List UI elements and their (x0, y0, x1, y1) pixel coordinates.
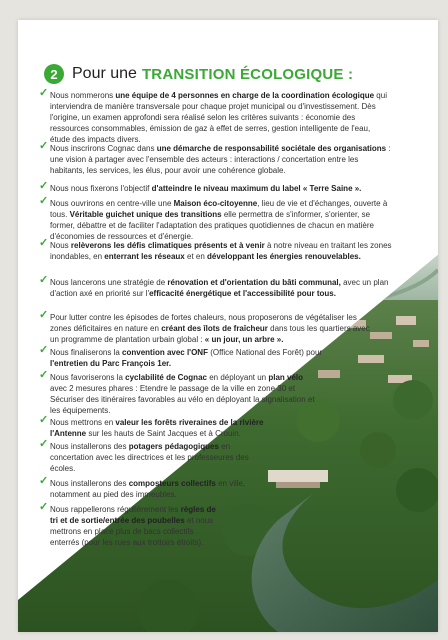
checkmark-icon: ✓ (39, 369, 49, 381)
item-text: Nous installerons des potagers pédagogiques en concertation avec les directrices et les professeures des écoles. (50, 442, 249, 473)
list-item (39, 274, 390, 299)
list-item (39, 237, 392, 262)
checkmark-icon: ✓ (39, 438, 49, 450)
section-number-badge: 2 (44, 64, 64, 84)
section-title-highlight: TRANSITION ÉCOLOGIQUE : (141, 65, 354, 83)
item-text: Nous nous fixerons l'objectif d'atteindre le niveau maximum du label « Terre Saine ». (50, 184, 362, 193)
checkmark-icon: ✓ (39, 501, 49, 513)
checkmark-icon: ✓ (39, 87, 49, 99)
item-text: Nous mettrons en valeur les forêts riveraines de la rivière l'Antenne sur les hauts de Saint Jacques et à Crouin. (50, 418, 264, 438)
list-item (39, 438, 265, 474)
item-text: Nous lancerons une stratégie de rénovation et d'orientation du bâti communal, avec un plan d'action axé en priorité sur l'efficacité énergétique et l'accessibilité pour tous. (50, 278, 389, 298)
list-item (39, 309, 370, 345)
list-item (39, 501, 225, 548)
item-text: Nous inscrirons Cognac dans une démarche de responsabilité sociétale des organisations : une vision à partager avec l'ensemble des acteurs : interactions / concertation entre les habitants, les services, les élus, pour avoir une cohérence globale. (50, 144, 391, 175)
item-text: Nous favoriserons la cyclabilité de Cognac en déployant un plan vélo avec 2 mesures phares : Etendre le passage de la ville en zone 30 et Sécuriser des itinéraires favorables au vélo en déployant la signalisation et les équipements. (50, 373, 315, 415)
document-page (18, 20, 438, 632)
checkmark-icon: ✓ (39, 475, 49, 487)
item-text: Nous nommerons une équipe de 4 personnes en charge de la coordination écologique qui interviendra de manière transversale pour chaque projet municipal ou d'investissement. Dès l'origine, un examen approfondi sera réalisé selon les critères suivants : économie des ressources consommables, émission de gaz à effet de serres, gestion intelligente de l'eau, étude des impacts divers. (50, 91, 387, 144)
checkmark-icon: ✓ (39, 274, 49, 286)
item-text: Nous ouvrirons en centre-ville une Maison éco-citoyenne, lieu de vie et d'échanges, ouverte à tous. Véritable guichet unique des transitions elle permettra de s'informer, s'orienter, se former, débattre et de faciliter l'adaptation des pratiques quotidiennes de chacun en matière d'économies de ressources et d'énergie. (50, 199, 388, 241)
checkmark-icon: ✓ (39, 195, 49, 207)
list-item (39, 140, 392, 176)
list-item (39, 195, 392, 242)
item-text: Nous relèverons les défis climatiques présents et à venir à notre niveau en traitant les zones inondables, en enterrant les réseaux et en développant les énergies renouvelables. (50, 241, 392, 261)
checkmark-icon: ✓ (39, 140, 49, 152)
item-text: Nous finaliserons la convention avec l'ONF (Office National des Forêt) pour l'entretien du Parc François 1er. (50, 348, 323, 368)
list-item (39, 87, 392, 145)
commitment-list (18, 20, 438, 632)
item-text: Nous rappellerons régulièrement les règles de tri et de sortie/entrée des poubelles et nous mettrons en place plus de bacs collectifs enterrés (pour les rues aux trottoirs étroits). (50, 505, 216, 547)
list-item (39, 475, 250, 500)
list-item (39, 369, 318, 416)
list-item (39, 414, 300, 439)
checkmark-icon: ✓ (39, 180, 49, 192)
item-text: Nous installerons des composteurs collectifs en ville, notamment au pied des immeubles. (50, 479, 246, 499)
checkmark-icon: ✓ (39, 237, 49, 249)
checkmark-icon: ✓ (39, 344, 49, 356)
checkmark-icon: ✓ (39, 309, 49, 321)
list-item (39, 180, 392, 194)
list-item (39, 344, 350, 369)
section-title-prefix: Pour une (72, 65, 137, 82)
checkmark-icon: ✓ (39, 414, 49, 426)
item-text: Pour lutter contre les épisodes de fortes chaleurs, nous proposerons de végétaliser les zones déficitaires en nature en créant des îlots de fraîcheur dans tous les quartiers avec un programme de plantation urbain global : « un jour, un arbre ». (50, 313, 370, 344)
